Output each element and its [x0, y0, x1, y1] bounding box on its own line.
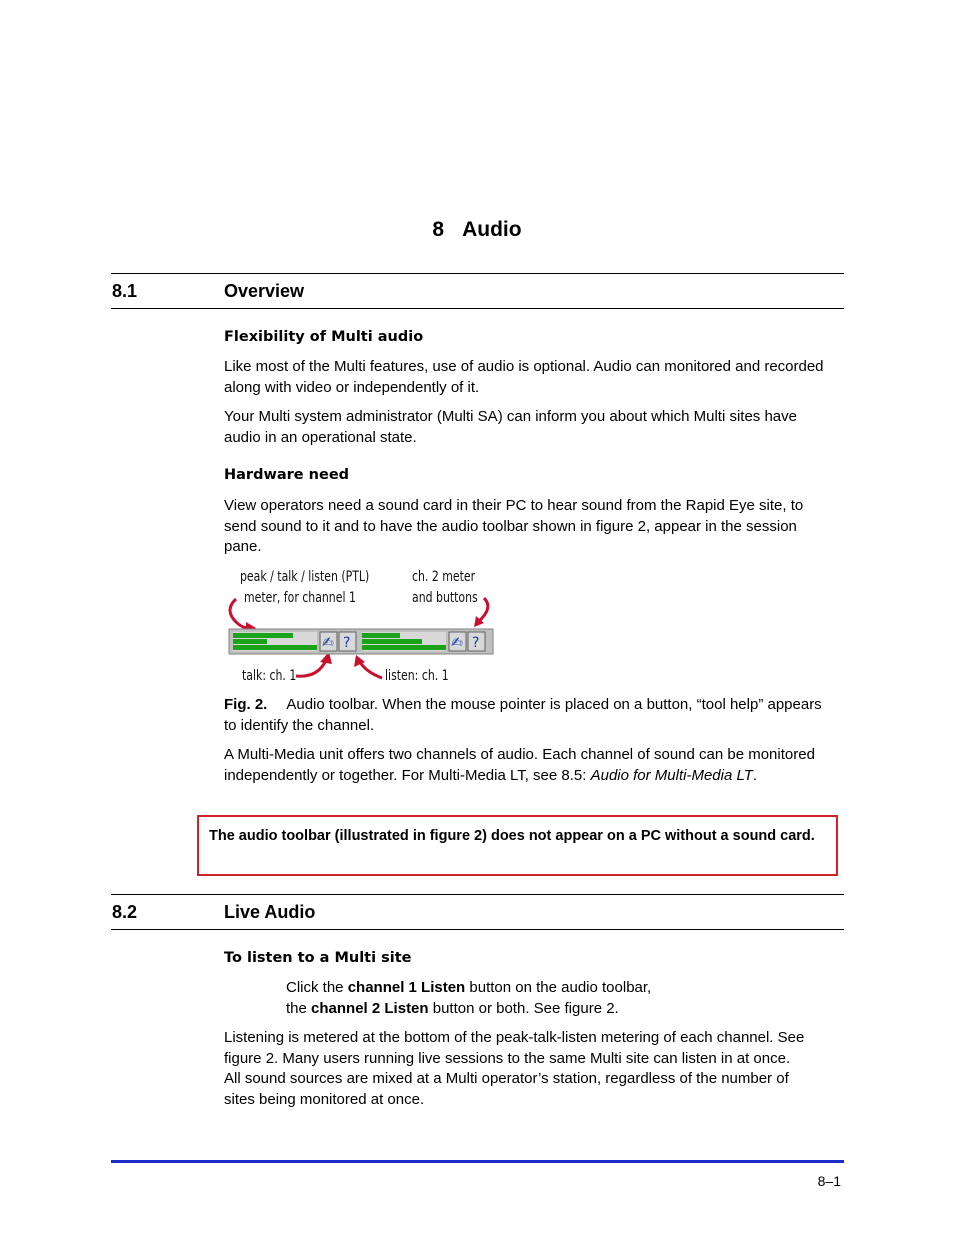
arrow-ch2 [478, 598, 488, 622]
figure-label-listen: listen: ch. 1 [385, 668, 449, 684]
paragraph [224, 1028, 809, 1110]
ch1-meter-talk [233, 639, 267, 644]
section-title: Live Audio [224, 902, 316, 922]
arrow-ptl [230, 599, 254, 628]
subheading-hardware: Hardware need [224, 467, 350, 483]
figure-label-ptl: peak / talk / listen (PTL) [240, 569, 370, 585]
arrow-talk [296, 660, 326, 676]
figure-label-ch2: ch. 2 meter [412, 569, 476, 585]
toolbar-illustration [222, 566, 512, 691]
section-number: 8.2 [112, 902, 138, 922]
cross-reference: Audio for Multi-Media LT [590, 766, 753, 784]
step-2: the channel 2 Listen button or both. See figure 2. [286, 999, 619, 1017]
subheading-listen: To listen to a Multi site [224, 950, 412, 966]
chapter-title-text: Audio [462, 218, 522, 241]
section-rule-bottom [111, 308, 844, 309]
step-list [286, 978, 836, 1019]
section-title: Overview [224, 281, 305, 301]
ch2-talk-icon: ✍ [451, 635, 463, 651]
note-text: The audio toolbar (illustrated in figure 2) does not appear on a PC without a sound card. [209, 828, 815, 844]
paragraph-text: A Multi-Media unit offers two channels of audio. Each channel of sound can be monitored independently or together. For Multi-Media LT, see 8.5: [224, 746, 815, 784]
section-number: 8.1 [112, 281, 138, 301]
ch1-talk-icon: ✍ [322, 635, 334, 651]
paragraph-text: . [752, 766, 758, 784]
chapter-number: 8 [432, 218, 445, 241]
figure-label-ptl-line2: meter, for channel 1 [244, 590, 356, 606]
figure-caption-text: Audio toolbar. When the mouse pointer is placed on a button, “tool help” appears to identify the channel. [224, 696, 822, 734]
paragraph [224, 496, 836, 558]
paragraph-text: Like most of the Multi features, use of audio is optional. Audio can monitored and recorded along with video or independently of it. [224, 358, 824, 396]
subheading-flexibility: Flexibility of Multi audio [224, 329, 424, 345]
section-rule-top [111, 894, 844, 895]
section-rule-top [111, 273, 844, 274]
figure-label-ch2-line2: and buttons [412, 590, 478, 606]
page-number: 8–1 [817, 1173, 841, 1189]
note-box [197, 815, 838, 876]
paragraph-text: Your Multi system administrator (Multi SA) can inform you about which Multi sites have audio in an operational state. [224, 408, 797, 446]
step-1: Click the channel 1 Listen button on the audio toolbar, [286, 979, 652, 996]
ch2-meter-talk [362, 639, 422, 644]
paragraph-text: Listening is metered at the bottom of the peak-talk-listen metering of each channel. See figure 2. Many users running live sessions to the same Multi site can listen in at once. All sound sources are mixed at a Multi operator’s station, regardless of the number of sites being monitored at once. [224, 1029, 805, 1108]
paragraph [224, 357, 836, 448]
arrow-listen [360, 662, 382, 678]
ch1-meter-peak [233, 633, 293, 638]
section-rule-bottom [111, 929, 844, 930]
figure-caption-label: Fig. 2. [224, 696, 268, 713]
ch1-meter-listen [233, 645, 317, 650]
paragraph-text: View operators need a sound card in their PC to hear sound from the Rapid Eye site, to send sound to it and to have the audio toolbar shown in figure 2, appear in the session pane. [224, 497, 804, 555]
figure-caption [224, 695, 836, 736]
footer-rule [111, 1160, 844, 1163]
chapter-title [0, 218, 954, 242]
ch2-listen-icon: ? [472, 635, 480, 651]
ch2-meter-peak [362, 633, 400, 638]
paragraph [224, 745, 836, 786]
ch1-listen-icon: ? [343, 635, 351, 651]
figure-label-talk: talk: ch. 1 [242, 668, 297, 684]
figure-audio-toolbar [222, 566, 512, 691]
ch2-meter-listen [362, 645, 446, 650]
